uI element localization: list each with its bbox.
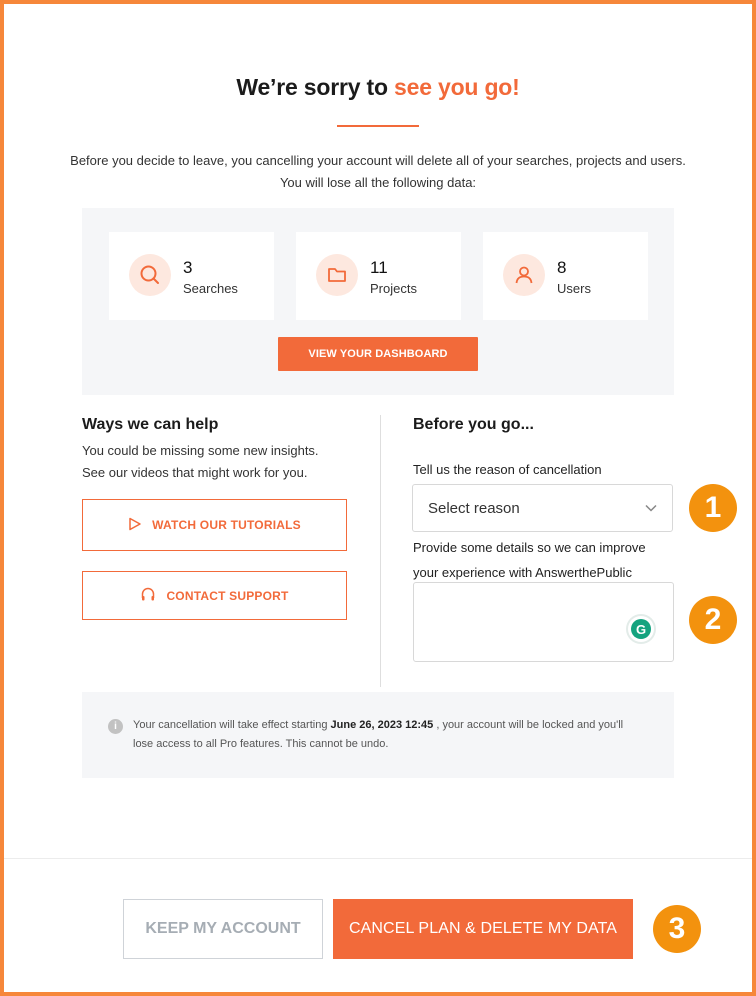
details-textarea[interactable]	[413, 582, 674, 662]
before-you-go-heading: Before you go...	[413, 416, 534, 433]
page-title	[0, 74, 756, 101]
contact-support-label: CONTACT SUPPORT	[166, 588, 289, 603]
stat-value: 11	[370, 258, 388, 277]
watch-tutorials-label: WATCH OUR TUTORIALS	[152, 518, 301, 532]
step-badge-3: 3	[653, 905, 701, 953]
stat-card-searches	[109, 232, 274, 320]
chevron-down-icon	[644, 501, 658, 519]
details-label-line-1: Provide some details so we can improve	[413, 540, 646, 555]
folder-icon	[316, 254, 358, 296]
reason-label: Tell us the reason of cancellation	[413, 462, 602, 477]
title-accent: see you go!	[394, 74, 520, 100]
notice-text	[133, 716, 643, 754]
view-dashboard-button[interactable]: VIEW YOUR DASHBOARD	[278, 337, 478, 371]
search-icon	[129, 254, 171, 296]
intro-text: Before you decide to leave, you cancelling your account will delete all of your searches, projects and users. You will lose all the following data:	[70, 153, 686, 190]
help-description	[82, 440, 372, 484]
title-underline	[337, 125, 419, 127]
cancel-plan-delete-button[interactable]: CANCEL PLAN & DELETE MY DATA	[333, 899, 633, 959]
play-icon	[128, 517, 142, 534]
user-icon	[503, 254, 545, 296]
headset-icon	[140, 586, 156, 605]
step-badge-1: 1	[689, 484, 737, 532]
stat-label: Searches	[183, 281, 238, 296]
grammarly-g-glyph: G	[631, 619, 651, 639]
column-divider	[380, 415, 381, 687]
help-heading: Ways we can help	[82, 416, 219, 433]
cancellation-notice	[82, 692, 674, 778]
info-icon: i	[108, 719, 123, 734]
stat-value: 8	[557, 258, 567, 277]
contact-support-button[interactable]	[82, 571, 347, 620]
watch-tutorials-button[interactable]	[82, 499, 347, 551]
reason-select-value: Select reason	[428, 499, 520, 517]
title-prefix: We’re sorry to	[236, 74, 388, 100]
keep-account-button[interactable]: KEEP MY ACCOUNT	[123, 899, 323, 959]
data-summary-panel	[82, 208, 674, 395]
notice-date: June 26, 2023 12:45	[330, 719, 434, 731]
stat-card-users	[483, 232, 648, 320]
grammarly-icon[interactable]	[628, 616, 654, 642]
notice-text-before: Your cancellation will take effect starting	[133, 719, 328, 731]
help-line-2: See our videos that might work for you.	[82, 465, 308, 480]
stat-value: 3	[183, 258, 193, 277]
details-label-line-2: your experience with AnswerthePublic	[413, 565, 632, 580]
notice-text-after: , your account will be locked and you'll lose access to all Pro features. This cannot be undo.	[133, 719, 624, 750]
stat-label: Users	[557, 281, 591, 296]
step-badge-2: 2	[689, 596, 737, 644]
footer-divider	[4, 858, 752, 859]
help-line-1: You could be missing some new insights.	[82, 443, 319, 458]
reason-select[interactable]	[412, 484, 673, 532]
details-label	[413, 535, 683, 585]
stat-label: Projects	[370, 281, 417, 296]
stat-card-projects	[296, 232, 461, 320]
